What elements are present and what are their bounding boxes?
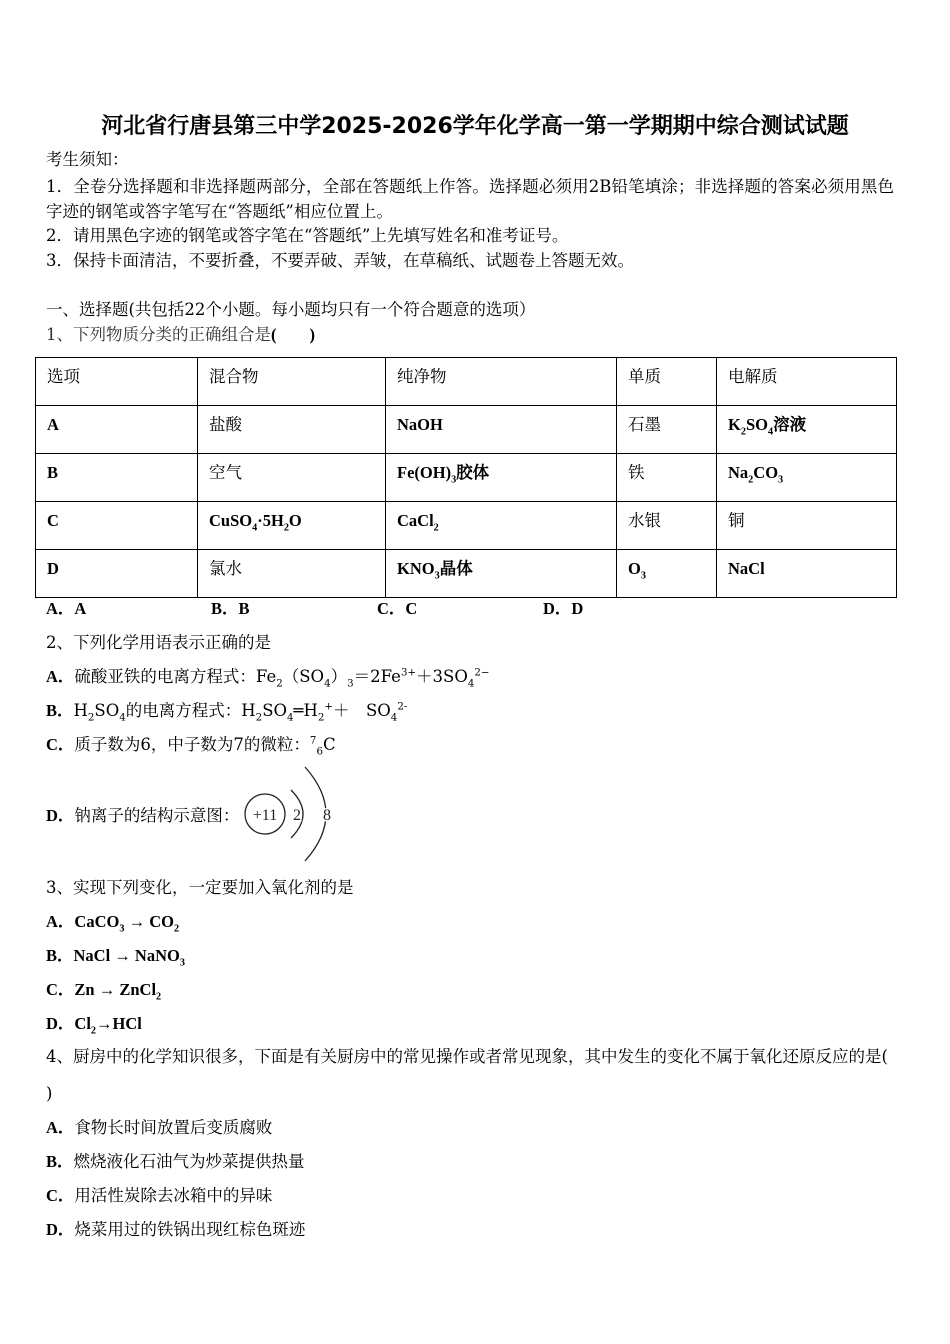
option-text: 硫酸亚铁的电离方程式：$Fe_2(SO_4)_3=2Fe^{3+}+3SO_4^{2-}$ — [74, 667, 490, 690]
table-cell: 石墨 — [617, 406, 717, 454]
option-label: B． — [46, 701, 74, 720]
table-cell: $O_3$ — [617, 550, 717, 598]
q4-option-b — [46, 1150, 305, 1174]
sodium-ion-structure-diagram — [243, 766, 339, 862]
q1-option-c — [377, 597, 417, 621]
table-cell: 铜 — [717, 502, 897, 550]
option-text: A — [74, 599, 87, 618]
q1-answer-blank: ( ) — [271, 325, 315, 344]
table-header-cell: 单质 — [617, 358, 717, 406]
q2-option-a — [46, 665, 489, 689]
table-cell: 盐酸 — [198, 406, 386, 454]
table-cell: 水银 — [617, 502, 717, 550]
table-cell: 空气 — [198, 454, 386, 502]
table-row — [36, 550, 897, 598]
option-label: C． — [46, 1186, 75, 1205]
table-cell: B — [36, 454, 198, 502]
table-cell: C — [36, 502, 198, 550]
q2-option-b — [46, 699, 407, 723]
notice-heading: 考生须知： — [46, 150, 129, 169]
option-text: D — [571, 599, 584, 618]
q4-option-c — [46, 1184, 272, 1208]
option-text: Zn → ZnCl$_2$ — [74, 980, 162, 1003]
q2-option-d — [46, 766, 339, 862]
table-cell: CaCl$_2$ — [386, 502, 617, 550]
table-cell: $KNO_3$晶体 — [386, 550, 617, 598]
q3-option-a — [46, 910, 179, 934]
option-label: D． — [543, 599, 572, 618]
electron-shell-2-count: 8 — [323, 807, 332, 824]
table-header-cell: 混合物 — [198, 358, 386, 406]
option-label: A． — [46, 599, 75, 618]
table-cell: A — [36, 406, 198, 454]
notice-item-2: 2．请用黑色字迹的钢笔或答字笔在“答题纸”上先填写姓名和准考证号。 — [46, 226, 569, 245]
table-cell: $Fe(OH)_3$胶体 — [386, 454, 617, 502]
notice-item-3: 3．保持卡面清洁，不要折叠，不要弄破、弄皱，在草稿纸、试题卷上答题无效。 — [46, 251, 634, 270]
option-text: $Cl_2\to HCl$ — [74, 1014, 142, 1037]
option-label: D． — [46, 806, 75, 825]
option-text: 烧菜用过的铁锅出现红棕色斑迹 — [74, 1220, 306, 1239]
option-label: C． — [46, 735, 75, 754]
notice-item-1: 1．全卷分选择题和非选择题两部分，全部在答题纸上作答。选择题必须用2B铅笔填涂；非选择题的答案必须用黑色字迹的钢笔或答字笔写在“答题纸”相应位置上。 — [46, 177, 894, 221]
q1-option-b — [211, 597, 250, 621]
table-cell: D — [36, 550, 198, 598]
q4-option-a — [46, 1116, 272, 1140]
page-title: 河北省行唐县第三中学2025-2026学年化学高一第一学期期中综合测试试题 — [101, 114, 849, 139]
option-text: B — [238, 599, 250, 618]
option-label: A． — [46, 667, 75, 686]
q3-option-b — [46, 944, 185, 968]
q3-stem: 3、实现下列变化，一定要加入氧化剂的是 — [46, 878, 354, 897]
table-cell: $CuSO_4\cdot 5H_2O$ — [198, 502, 386, 550]
option-label: A． — [46, 912, 75, 931]
option-label: C． — [46, 980, 75, 999]
nucleus-charge: +11 — [253, 807, 278, 824]
q4-stem-end: ) — [46, 1084, 53, 1103]
table-cell: 铁 — [617, 454, 717, 502]
option-text: 用活性炭除去冰箱中的异味 — [74, 1186, 273, 1205]
table-row — [36, 502, 897, 550]
option-text: 食物长时间放置后变质腐败 — [74, 1118, 273, 1137]
q1-stem — [46, 323, 315, 347]
section-heading: 一、选择题(共包括22个小题。每小题均只有一个符合题意的选项） — [46, 300, 536, 319]
q1-stem-text: 1、下列物质分类的正确组合是 — [46, 325, 271, 344]
option-text: 燃烧液化石油气为炒菜提供热量 — [73, 1152, 305, 1171]
q1-option-d — [543, 597, 583, 621]
table-header-cell: 选项 — [36, 358, 198, 406]
option-text: 质子数为6，中子数为7的微粒：$^7_6$C — [74, 735, 336, 758]
q3-option-d — [46, 1012, 142, 1036]
table-header-cell: 电解质 — [717, 358, 897, 406]
q2-option-c — [46, 733, 336, 757]
option-text: $H_2SO_4$的电离方程式：$H_2SO_4═H_2^++$ $SO_4^{2-}$ — [73, 701, 408, 724]
table-cell: $Na_2CO_3$ — [717, 454, 897, 502]
electron-shell-1-count: 2 — [293, 807, 302, 824]
table-cell: NaOH — [386, 406, 617, 454]
option-label: B． — [211, 599, 239, 618]
table-cell: 氯水 — [198, 550, 386, 598]
q1-option-a — [46, 597, 86, 621]
q2-stem: 2、下列化学用语表示正确的是 — [46, 633, 271, 652]
option-label: B． — [46, 1152, 74, 1171]
q3-option-c — [46, 978, 161, 1002]
q1-classification-table — [35, 357, 897, 598]
q4-option-d — [46, 1218, 305, 1242]
option-label: B． — [46, 946, 74, 965]
q4-stem: 4、厨房中的化学知识很多，下面是有关厨房中的常见操作或者常见现象，其中发生的变化不属于氧化还原反应的是( — [46, 1047, 888, 1066]
option-text: 钠离子的结构示意图： — [74, 806, 240, 825]
table-cell: NaCl — [717, 550, 897, 598]
table-header-row — [36, 358, 897, 406]
option-text: NaCl → NaNO$_3$ — [73, 946, 185, 969]
table-header-cell: 纯净物 — [386, 358, 617, 406]
table-row — [36, 406, 897, 454]
option-text: CaCO$_3$ → $CO_2$ — [74, 912, 180, 935]
option-label: C． — [377, 599, 406, 618]
table-row — [36, 454, 897, 502]
option-text: C — [405, 599, 418, 618]
option-label: D． — [46, 1220, 75, 1239]
option-label: D． — [46, 1014, 75, 1033]
table-cell: $K_2SO_4$溶液 — [717, 406, 897, 454]
option-label: A． — [46, 1118, 75, 1137]
